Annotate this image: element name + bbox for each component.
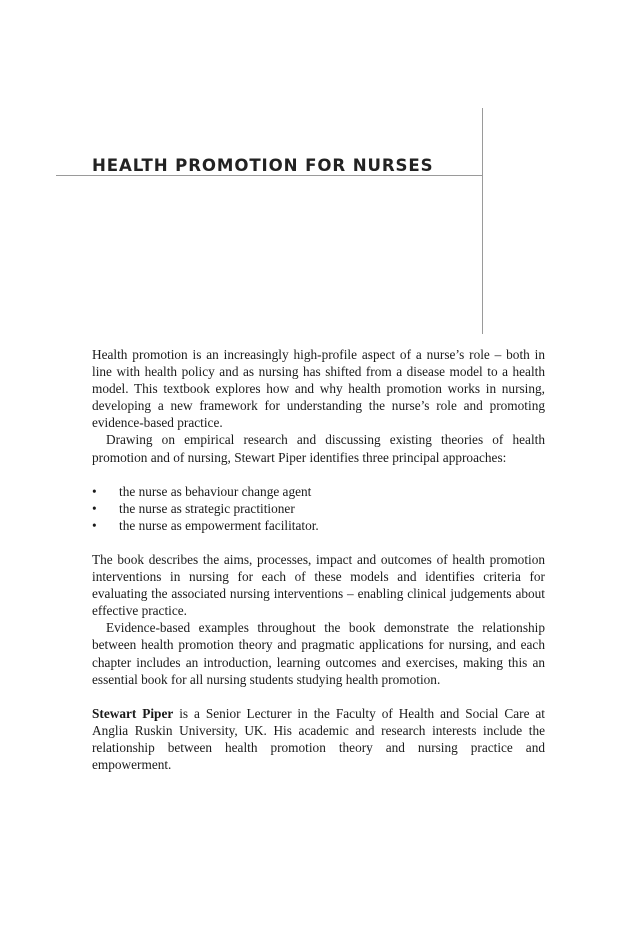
intro-paragraph: Health promotion is an increasingly high-profile aspect of a nurse’s role – both in line with health policy and as nursing has shifted from a disease model to a health model. This textbook explores how and why health promotion works in nursing, developing a new framework for understanding the nurse’s role and promoting evidence-based practice. <box>92 347 545 431</box>
title-rule-vertical <box>482 108 483 334</box>
author-bio: is a Senior Lecturer in the Faculty of Health and Social Care at Anglia Ruskin University, UK. His academic and research interests include the relationship between health promotion theory and nursing practice and empowerment. <box>92 705 545 772</box>
bullet-icon: • <box>92 517 97 533</box>
title-rule-horizontal <box>56 175 482 176</box>
list-item-text: the nurse as empowerment facilitator. <box>119 517 319 533</box>
intro-paragraph-continued: Drawing on empirical research and discussing existing theories of health promotion and of nursing, Stewart Piper identifies three principal approaches: <box>92 432 545 465</box>
approaches-list <box>92 483 545 534</box>
description-paragraph: The book describes the aims, processes, impact and outcomes of health promotion interventions in nursing for each of these models and identifies criteria for evaluating the associated nursing interventions – enabling clinical judgements about effective practice. <box>92 551 545 619</box>
list-item-text: the nurse as strategic practitioner <box>119 500 295 516</box>
book-title: HEALTH PROMOTION FOR NURSES <box>92 156 434 175</box>
bullet-icon: • <box>92 483 97 499</box>
author-paragraph <box>92 705 545 773</box>
spacer <box>92 466 545 483</box>
spacer <box>92 534 545 551</box>
author-name: Stewart Piper <box>92 705 174 721</box>
bullet-icon: • <box>92 500 97 516</box>
list-item <box>92 517 545 534</box>
list-item-text: the nurse as behaviour change agent <box>119 483 312 499</box>
spacer <box>92 688 545 705</box>
description-paragraph-continued: Evidence-based examples throughout the book demonstrate the relationship between health promotion theory and pragmatic applications for nursing, and each chapter includes an introduction, learning outcomes and exercises, making this an essential book for all nursing students studying health promotion. <box>92 620 545 687</box>
list-item <box>92 483 545 500</box>
list-item <box>92 500 545 517</box>
blurb <box>92 346 545 773</box>
